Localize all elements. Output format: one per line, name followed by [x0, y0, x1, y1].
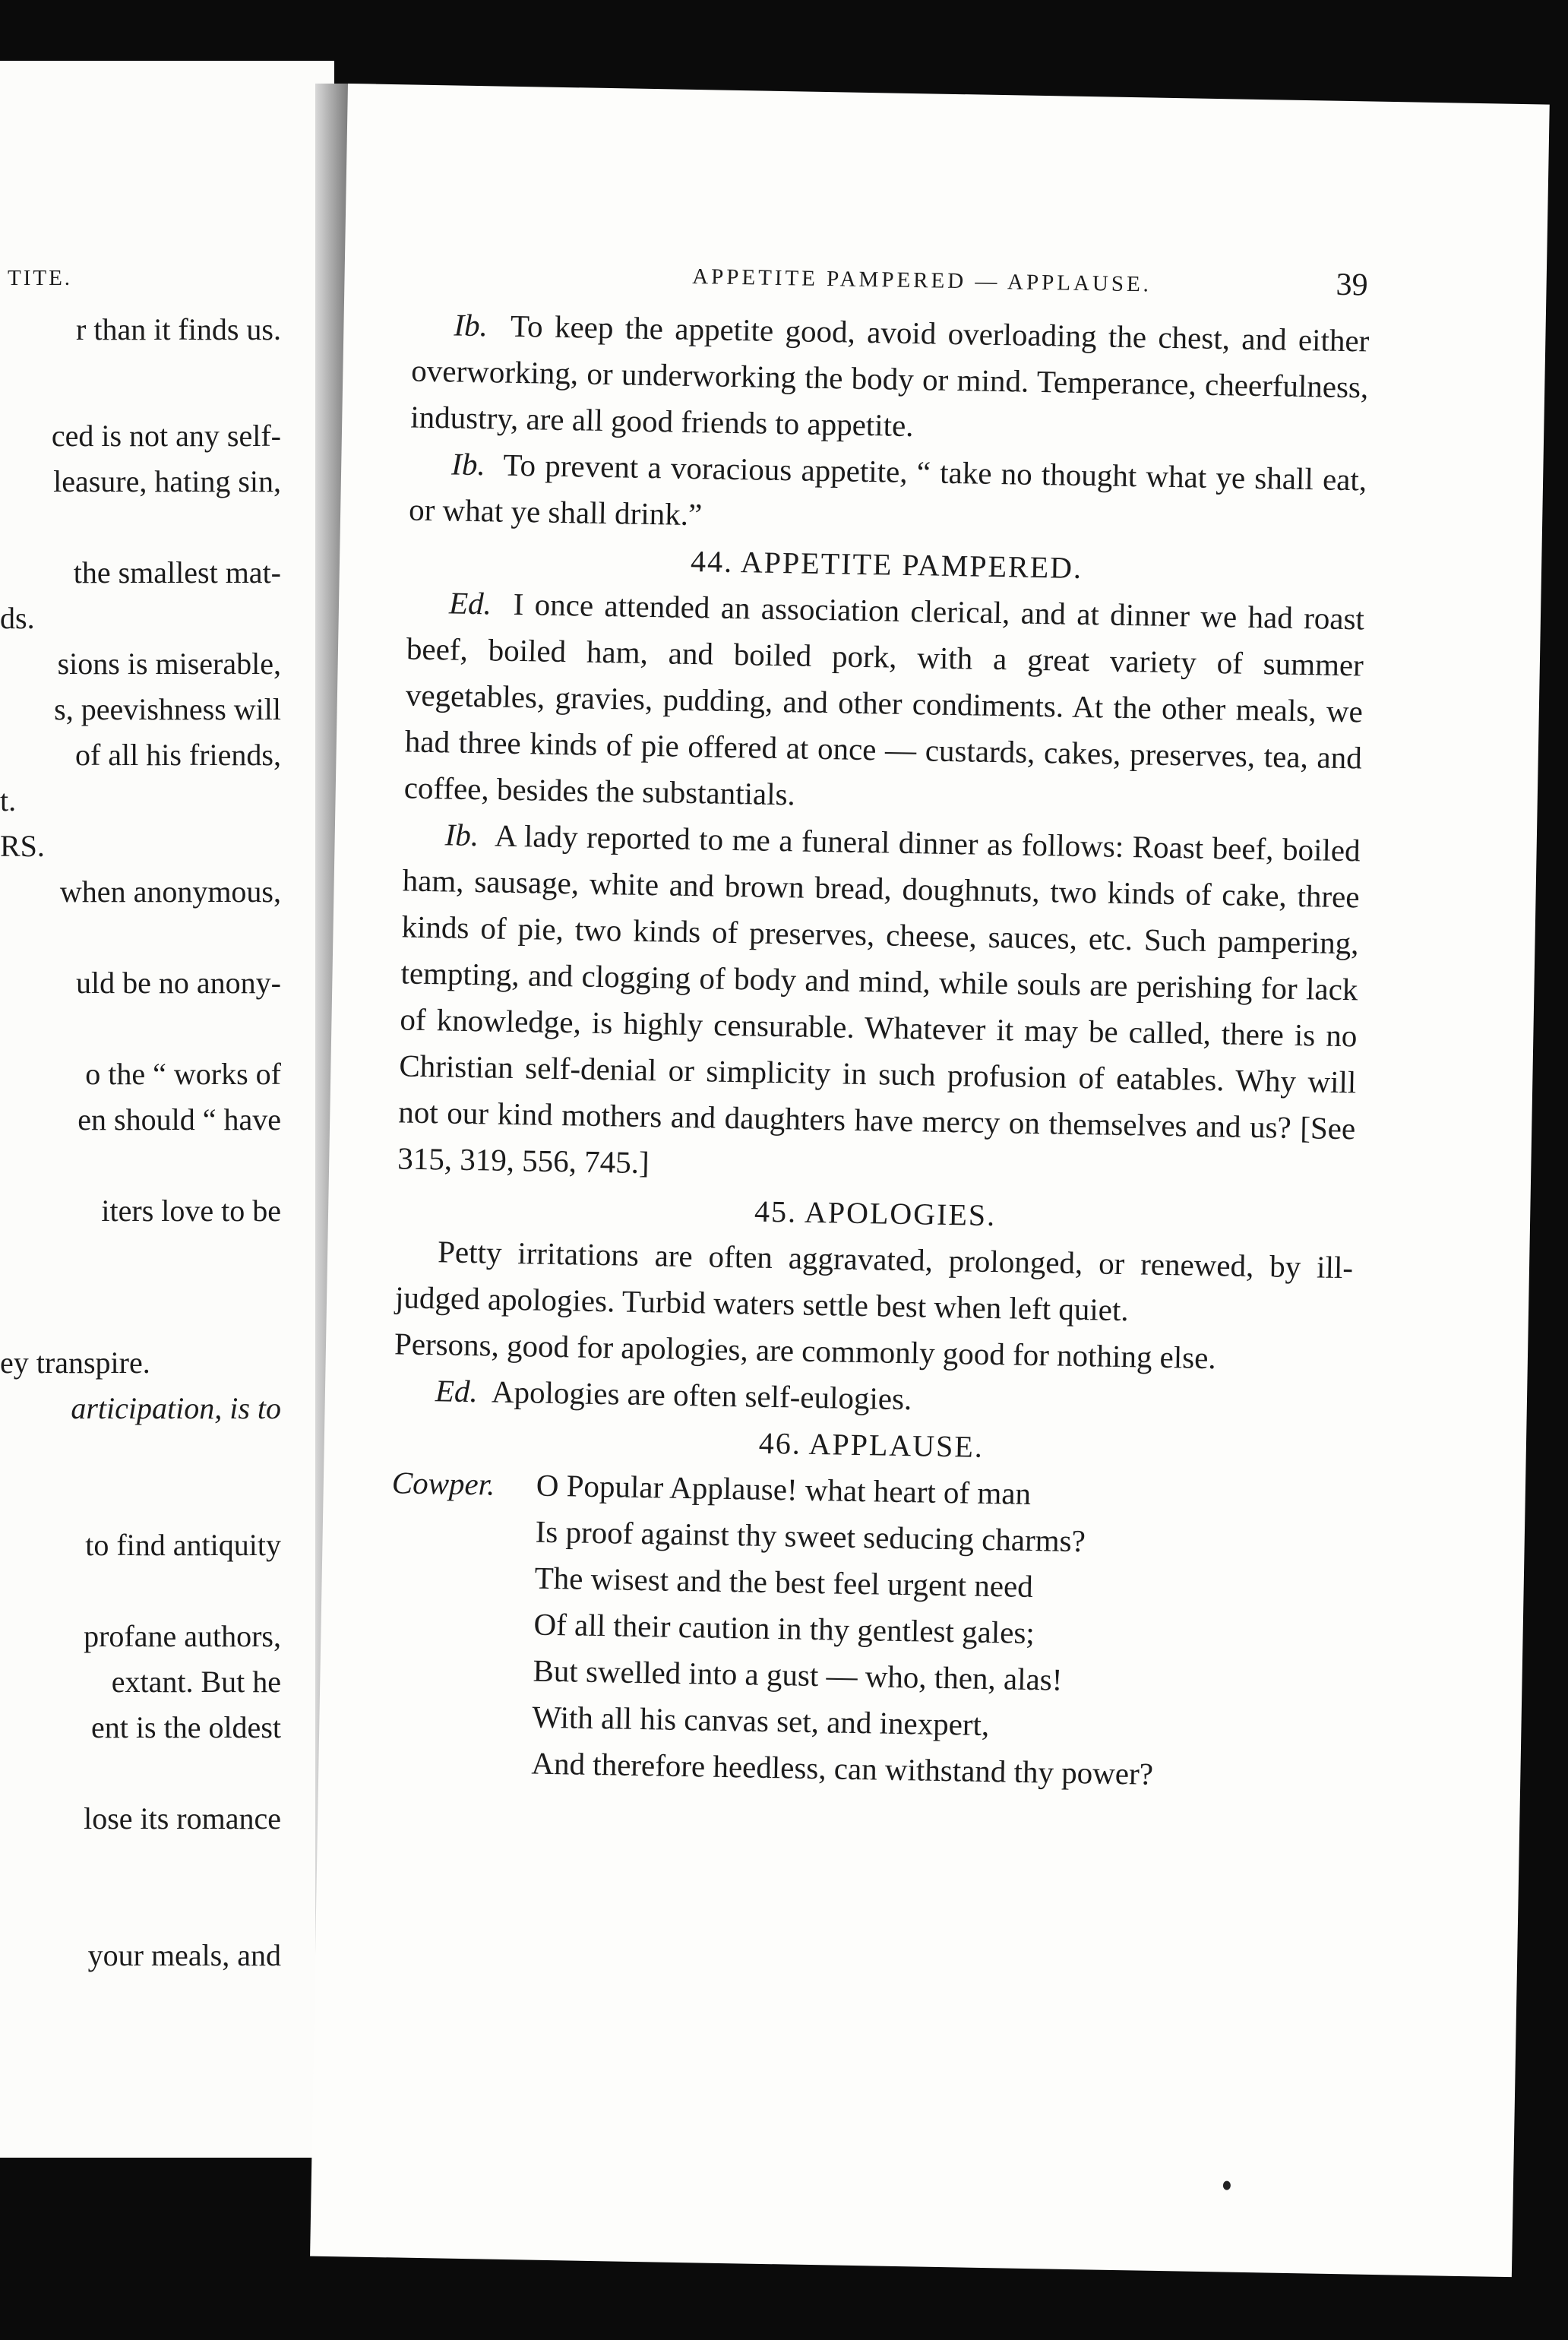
paragraph-text: I once attended an association clerical, and at dinner we had roast beef, boiled ham, and boiled pork, with a great variety of summer vegetables, gravies, pudding, and other condiments. At the other meals, we had three kinds of pie offered at once — custards, cakes, preserves, tea, and coffee, besides the substantials. [403, 586, 1365, 812]
left-line: iters love to be [101, 1194, 281, 1228]
running-head: APPETITE PAMPERED — APPLAUSE. [691, 264, 1152, 297]
poem [387, 1459, 1349, 1801]
poem-line: And therefore heedless, can withstand thy power? [531, 1745, 1154, 1791]
poem-attribution: Cowper. [391, 1465, 495, 1502]
left-line: of all his friends, [74, 738, 281, 772]
poem-line: But swelled into a gust — who, then, alas! [533, 1652, 1063, 1697]
left-line: s, peevishness will [54, 692, 281, 726]
attribution: Ed. [435, 1373, 479, 1409]
section-heading: 44. APPETITE PAMPERED. [690, 543, 1083, 585]
paragraph-text: To prevent a voracious appetite, “ take no thought what ye shall eat, or what ye shall drink.” [408, 447, 1367, 533]
ink-speck [1223, 2181, 1231, 2190]
poem-line: Of all their caution in thy gentlest gales; [533, 1606, 1035, 1651]
left-line: uld be no anony- [76, 966, 281, 1000]
right-page [310, 84, 1550, 2277]
left-line: sions is miserable, [57, 647, 281, 681]
attribution: Ib. [454, 307, 488, 343]
left-running-head: TITE. [8, 266, 73, 290]
left-line: ced is not any self- [51, 419, 281, 453]
left-line: leasure, hating sin, [53, 464, 281, 498]
paragraph-text: To keep the appetite good, avoid overloading the chest, and either overworking, or underworking the body or mind. Temperance, cheerfulness, industry, are all good friends to appetite. [409, 308, 1370, 444]
poem-line: O Popular Applause! what heart of man [536, 1467, 1032, 1511]
left-line: your meals, and [87, 1938, 281, 1972]
poem-line: Is proof against thy sweet seducing charms? [535, 1513, 1086, 1559]
attribution: Ed. [448, 585, 492, 621]
poem-line: The wisest and the best feel urgent need [534, 1560, 1034, 1605]
left-line: to find antiquity [85, 1528, 281, 1562]
left-line: o the “ works of [85, 1057, 281, 1091]
left-line: when anonymous, [59, 874, 281, 909]
left-page-text [0, 61, 334, 2158]
left-line: ey transpire. [0, 1346, 150, 1380]
section-heading: 46. APPLAUSE. [758, 1425, 985, 1464]
left-line: t. [0, 783, 17, 817]
left-line: RS. [0, 829, 45, 863]
left-line: articipation, is to [71, 1391, 281, 1425]
left-line: lose its romance [84, 1801, 281, 1836]
left-line: profane authors, [84, 1619, 281, 1653]
left-line: r than it finds us. [76, 312, 281, 346]
section-heading: 45. APOLOGIES. [754, 1194, 997, 1233]
left-line: ds. [0, 601, 35, 635]
paragraph [397, 811, 1361, 1198]
paragraph-text: Apologies are often self-eulogies. [491, 1374, 912, 1417]
left-line: extant. But he [111, 1665, 281, 1699]
page-number: 39 [1336, 267, 1368, 303]
left-page [0, 61, 334, 2158]
paragraph-text: A lady reported to me a funeral dinner as follows: Roast beef, boiled ham, sausage, white and brown bread, doughnuts, two kinds of cake, three kinds of pie, two kinds of preserves, cheese, sauces, etc. Such pampering, tempting, and clogging of body and mind, while souls are perishing for lack of knowledge, is highly censurable. Whatever it may be called, there is no Christian self-denial or simplicity in such profusion of eatables. Why will not our kind mothers and daughters have mercy on themselves and us? [See 315, 319, 556, 745.] [397, 817, 1361, 1181]
paragraph: Persons, good for apologies, are commonly good for nothing else. [394, 1326, 1217, 1376]
left-line: ent is the oldest [91, 1710, 281, 1744]
attribution: Ib. [444, 817, 479, 853]
attribution: Ib. [450, 446, 486, 482]
paragraph [409, 440, 1367, 549]
paragraph: Petty irritations are often aggravated, prolonged, or renewed, by ill-judged apologies. Turbid waters settle best when left quiet. [394, 1234, 1354, 1328]
paragraph [403, 579, 1364, 827]
poem-line: With all his canvas set, and inexpert, [532, 1699, 990, 1743]
page-content [387, 302, 1370, 1801]
left-line: the smallest mat- [73, 555, 281, 590]
paragraph [410, 302, 1370, 457]
left-line: en should “ have [77, 1102, 281, 1137]
